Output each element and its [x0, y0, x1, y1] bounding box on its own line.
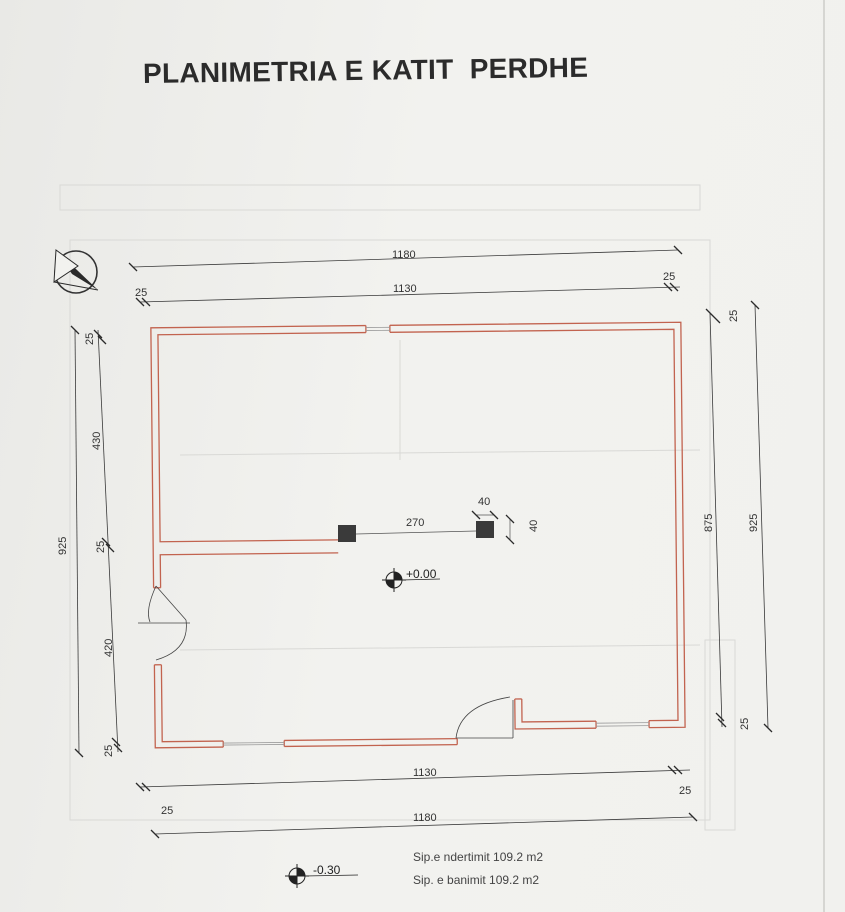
- dim-column-width: 40: [478, 496, 491, 508]
- level-marker-exterior: [285, 863, 358, 888]
- column-right: [476, 521, 494, 538]
- door-bottom-entry: [456, 697, 513, 738]
- door-left-double: [138, 586, 190, 660]
- inner-wall-outline: [158, 329, 678, 741]
- dim-top-overall: 1180: [392, 249, 416, 261]
- dim-top-inner: 1130: [393, 283, 417, 295]
- window-top: [366, 327, 390, 330]
- dim-bottom-right-wall: 25: [679, 785, 692, 797]
- bleed-through: [60, 185, 735, 830]
- dim-right-overall: 925: [748, 513, 760, 532]
- dim-right-wall-top: 25: [728, 309, 740, 322]
- dim-top-right-wall: 25: [663, 271, 676, 283]
- dim-right-inner: 875: [703, 513, 715, 532]
- dim-column-spacing: 270: [406, 517, 425, 529]
- dim-left-overall: 925: [57, 536, 69, 555]
- area-living: Sip. e banimit 109.2 m2: [413, 873, 540, 887]
- outer-wall-outline: [151, 322, 685, 748]
- north-arrow-icon: [54, 250, 98, 293]
- dim-right-wall-bottom: 25: [739, 717, 751, 730]
- dim-left-room-lower: 420: [103, 638, 115, 657]
- dim-bottom-left-wall: 25: [161, 805, 174, 817]
- dim-bottom-overall: 1180: [413, 812, 437, 824]
- level-exterior-label: -0.30: [313, 863, 341, 877]
- walls: [151, 322, 685, 748]
- dim-left-wall-top: 25: [84, 332, 96, 345]
- windows: [219, 325, 649, 745]
- dim-bottom-inner: 1130: [413, 767, 437, 779]
- window-bottom-left: [223, 742, 284, 745]
- column-left: [338, 525, 356, 542]
- level-marker-interior: [382, 567, 440, 592]
- dim-left-wall-bottom: 25: [103, 744, 115, 757]
- doors: [138, 586, 513, 738]
- area-summary: [413, 850, 543, 887]
- window-bottom-right: [596, 723, 649, 727]
- dim-column-depth: 40: [528, 519, 540, 532]
- dim-left-room-upper: 430: [91, 431, 103, 450]
- drawing-title: PLANIMETRIA E KATIT PERDHE: [142, 51, 589, 89]
- area-construction: Sip.e ndertimit 109.2 m2: [413, 850, 544, 864]
- level-interior-label: +0.00: [406, 567, 437, 581]
- dim-left-wall-mid: 25: [95, 540, 107, 553]
- dim-top-left-wall: 25: [135, 287, 148, 299]
